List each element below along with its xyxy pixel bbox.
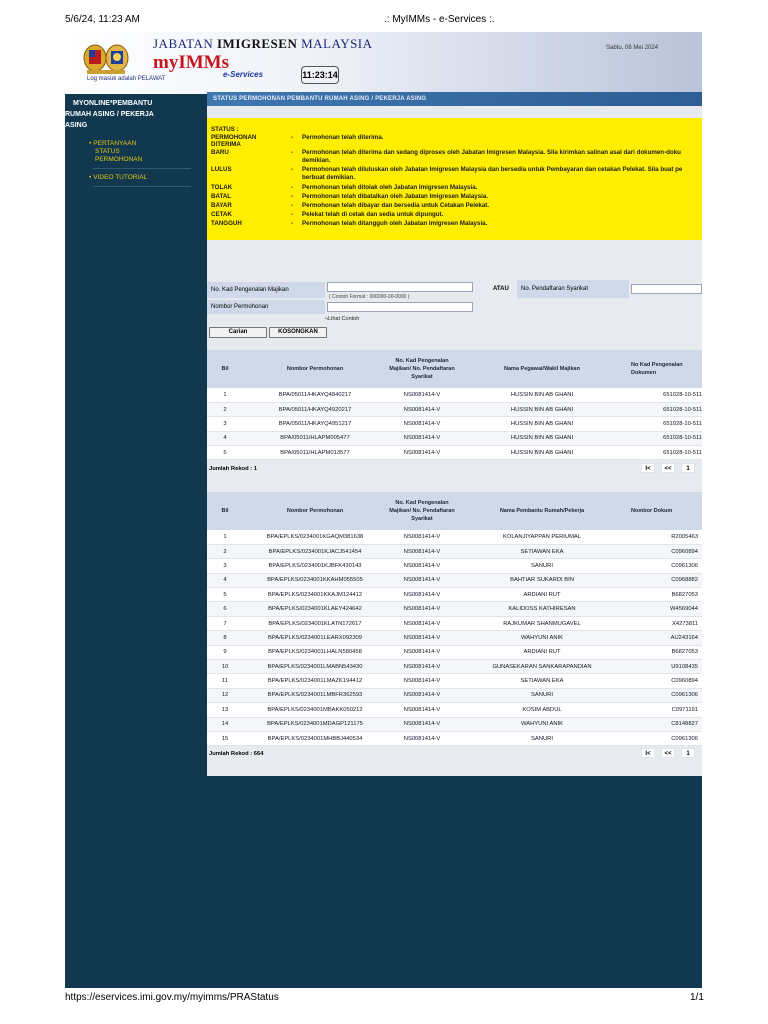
section-title-bar: STATUS PERMOHONAN PEMBANTU RUMAH ASING / PEKERJA ASING [207, 92, 702, 106]
application-label: Nombor Permohonan [207, 300, 325, 314]
record-count: Jumlah Rekod : 1 [209, 466, 257, 472]
table-cell: KOLANJIYAPPAN PERIUMAL [457, 530, 627, 544]
table-cell: BPA/EPLKS/0234001KJBFK430143 [243, 559, 387, 573]
record-count: Jumlah Rekod : 664 [209, 751, 264, 757]
sidebar-title-line3: ASING [65, 122, 88, 129]
sidebar-title-line1: MYONLINE*PEMBANTU [73, 100, 153, 107]
table-cell: 3 [207, 559, 243, 573]
main-content [207, 92, 702, 776]
col-header: No. Kad Pengenalan Majikan/ No. Pendaftaran Syarikat [387, 492, 457, 530]
pagination [635, 463, 695, 473]
table-row [207, 660, 702, 674]
table-cell: NS0081414-V [387, 674, 457, 688]
company-label: No. Pendaftaran Syarikat [517, 280, 629, 298]
table-cell: NS0081414-V [387, 660, 457, 674]
table-cell: BPA/EPLKS/0234001KGAQM381638 [243, 530, 387, 544]
table-cell: GUNASEKARAN SANKARAPANDIAN [457, 660, 627, 674]
table-cell: 5 [207, 446, 243, 460]
table-cell: NS0081414-V [387, 645, 457, 659]
table-cell: C0968882 [627, 573, 702, 587]
table-cell: NS0081414-V [387, 544, 457, 558]
clear-button[interactable]: KOSONGKAN [269, 327, 327, 338]
table-cell: BPA/EPLKS/0234001KLATN172617 [243, 616, 387, 630]
table-cell: 1 [207, 388, 243, 402]
table-cell: BPA/EPLKS/0234001LHALN580458 [243, 645, 387, 659]
table-row [207, 645, 702, 659]
table-cell: NS0081414-V [387, 573, 457, 587]
sidebar-item-label: VIDEO TUTORIAL [93, 174, 148, 181]
table-cell: SANURI [457, 559, 627, 573]
table-cell: 651028-10-511 [627, 402, 702, 416]
table-cell: HUSSIN BIN AB GHANI [457, 446, 627, 460]
print-header [0, 14, 768, 30]
table-cell: NS0081414-V [387, 446, 457, 460]
table-cell: NS0081414-V [387, 731, 457, 745]
application-input[interactable] [327, 302, 473, 312]
table-row [207, 631, 702, 645]
table-cell: 10 [207, 660, 243, 674]
table-cell: BPA/EPLKS/0234001LMBFR362593 [243, 688, 387, 702]
table-cell: BPA/EPLKS/0234001KKAHM055505 [243, 573, 387, 587]
table-cell: C0960894 [627, 674, 702, 688]
search-form [207, 252, 702, 314]
employer-table [207, 350, 702, 460]
col-header: Nama Pembantu Rumah/Pekerja [457, 492, 627, 530]
table-row [207, 402, 702, 416]
table-row [207, 544, 702, 558]
first-page-button[interactable]: I< [641, 748, 655, 758]
bullet-icon: • [89, 140, 92, 147]
table-cell: C0960894 [627, 544, 702, 558]
sidebar-title [65, 98, 207, 131]
table-cell: SANURI [457, 688, 627, 702]
status-legend: STATUS : PERMOHONAN - Permohonan telah diterima. DITERIMA BARU - Permohonan telah diterima dan sedang diproses oleh Jabatan Imigresen Malaysia. Sila kirimkan salinan asal dari dokumen-doku demikian. LULUS - Permohonan telah diluluskan oleh Jabatan Imigresen Malaysia dan bersedia untuk Pembayaran dan cetakan Pelekat. Sila buat pe berbuat demikian. TOLAK - Permohonan telah ditolak oleh Jabatan Imigresen Malaysia. BATAL - Permohonan telah dibatalkan oleh Jabatan Imigresen Malaysia. BAYAR - Permohonan telah dibayar dan bersedia untuk Cetakan Pelekat. CETAK - Pelekat telah di cetak dan sedia untuk dipungut. TANGGUH - Permohonan telah ditangguh oleh Jabatan Imigresen Malaysia. [207, 118, 702, 240]
sidebar-divider [93, 168, 191, 169]
sidebar-divider [93, 186, 191, 187]
first-page-button[interactable]: I< [641, 463, 655, 473]
col-header: Nama Pegawai/Wakil Majikan [457, 350, 627, 388]
sidebar-title-line2: RUMAH ASING / PEKERJA [65, 111, 154, 118]
bullet-icon: • [89, 174, 92, 181]
table-cell: 4 [207, 431, 243, 445]
sidebar-item-label: PERTANYAAN [93, 140, 137, 147]
eservices-label: e-Services [223, 70, 264, 79]
table-cell: W4569044 [627, 602, 702, 616]
table-cell: U9108435 [627, 660, 702, 674]
print-title: .: MyIMMs - e-Services :. [384, 14, 495, 25]
table-cell: 7 [207, 616, 243, 630]
table-cell: NS0081414-V [387, 417, 457, 431]
table-cell: AU243164 [627, 631, 702, 645]
prev-page-button[interactable]: << [661, 748, 675, 758]
print-page-number: 1/1 [690, 992, 704, 1003]
table-cell: NS0081414-V [387, 402, 457, 416]
table-cell: BPA/EPLKS/0234001MHBBJ440534 [243, 731, 387, 745]
table-cell: BPA/EPLKS/0234001LEARX092309 [243, 631, 387, 645]
page-frame [65, 32, 702, 988]
table-row [207, 688, 702, 702]
table-cell: B6827053 [627, 588, 702, 602]
crest-icon [81, 38, 131, 76]
table-cell: 2 [207, 402, 243, 416]
clock-display: 11:23:14 [301, 66, 339, 84]
col-header: Bil [207, 350, 243, 388]
table-cell: 8 [207, 631, 243, 645]
table-row [207, 703, 702, 717]
or-label: ATAU [493, 286, 509, 292]
table-cell: 11 [207, 674, 243, 688]
dept-prefix: JABATAN [153, 36, 214, 51]
table-cell: KOSIM ABDUL [457, 703, 627, 717]
table-cell: C0971191 [627, 703, 702, 717]
table-cell: NS0081414-V [387, 616, 457, 630]
table-row [207, 588, 702, 602]
col-header: No. Kad Pengenalan Majikan/ No. Pendaftaran Syarikat [387, 350, 457, 388]
sample-link[interactable]: ⤷Lihat Contoh [325, 316, 360, 322]
table-cell: HUSSIN BIN AB GHANI [457, 388, 627, 402]
table-cell: X4273811 [627, 616, 702, 630]
table-cell: BPA/05011/HKAYQ4840217 [243, 388, 387, 402]
print-datetime: 5/6/24, 11:23 AM [65, 14, 140, 25]
table-cell: BPA/05011/HLAPM005477 [243, 431, 387, 445]
table-cell: R2005463 [627, 530, 702, 544]
table-row [207, 417, 702, 431]
dept-suffix: MALAYSIA [301, 36, 373, 51]
link-icon: ⤷ [325, 316, 329, 322]
table-cell: WAHYUNI ANIK [457, 717, 627, 731]
table-cell: 6 [207, 602, 243, 616]
sidebar-item-status-inquiry[interactable] [89, 140, 142, 164]
table-cell: NS0081414-V [387, 631, 457, 645]
table-row [207, 717, 702, 731]
dept-main: IMIGRESEN [217, 36, 298, 51]
table-cell: 651028-10-511 [627, 388, 702, 402]
table-cell: 1 [207, 530, 243, 544]
sidebar-item-label: PERMOHONAN [95, 156, 143, 163]
table-cell: BPA/EPLKS/0234001KLAEY424642 [243, 602, 387, 616]
table-cell: 3 [207, 417, 243, 431]
table-row [207, 446, 702, 460]
ic-format-hint: ( Contoh Format : 000000-00-0000 ) [329, 294, 410, 300]
table-cell: BPA/EPLKS/0234001LMABN543430 [243, 660, 387, 674]
ic-label: No. Kad Pengenalan Majikan [207, 282, 325, 298]
search-button[interactable]: Carian [209, 327, 267, 338]
table-cell: NS0081414-V [387, 717, 457, 731]
prev-page-button[interactable]: << [661, 463, 675, 473]
table-cell: C8148827 [627, 717, 702, 731]
table-cell: B6827053 [627, 645, 702, 659]
col-header: Bil [207, 492, 243, 530]
table-cell: BPA/EPLKS/0234001KKAJM124412 [243, 588, 387, 602]
table-cell: WAHYUNI ANIK [457, 631, 627, 645]
table-cell: RAJKUMAR SHANMUGAVEL [457, 616, 627, 630]
table-cell: NS0081414-V [387, 559, 457, 573]
current-date: Sabtu, 06 Mei 2024 [606, 45, 659, 51]
login-status: Log masuk adalah PELAWAT [87, 76, 166, 82]
worker-table [207, 492, 702, 746]
table-cell: HUSSIN BIN AB GHANI [457, 431, 627, 445]
table-cell: 4 [207, 573, 243, 587]
table-cell: KALIDOSS KATHIRESAN [457, 602, 627, 616]
table-cell: NS0081414-V [387, 703, 457, 717]
table-cell: 15 [207, 731, 243, 745]
sidebar-item-label: STATUS [95, 148, 120, 155]
table-cell: HUSSIN BIN AB GHANI [457, 402, 627, 416]
table-cell: BPA/EPLKS/0234001MDAGP121175 [243, 717, 387, 731]
table-cell: 13 [207, 703, 243, 717]
table-cell: BPA/05011/HLAPM013577 [243, 446, 387, 460]
page-number[interactable]: 1 [681, 748, 695, 758]
table-cell: 651028-10-511 [627, 431, 702, 445]
table-cell: NS0081414-V [387, 388, 457, 402]
table-row [207, 530, 702, 544]
pagination [635, 748, 695, 758]
table-cell: C0961306 [627, 559, 702, 573]
table-cell: SETIAWAN EKA [457, 544, 627, 558]
table-cell: NS0081414-V [387, 431, 457, 445]
table-row [207, 616, 702, 630]
table-header [207, 492, 702, 530]
header-banner [65, 32, 702, 94]
print-url: https://eservices.imi.gov.my/myimms/PRAStatus [65, 992, 279, 1003]
col-header: Nombor Dokum [627, 492, 702, 530]
table-cell: 14 [207, 717, 243, 731]
page-number[interactable]: 1 [681, 463, 695, 473]
table-row [207, 602, 702, 616]
table-cell: SANURI [457, 731, 627, 745]
table-cell: 2 [207, 544, 243, 558]
table-row [207, 559, 702, 573]
col-header: Nombor Permohonan [243, 350, 387, 388]
table-row [207, 431, 702, 445]
table-cell: C0961306 [627, 731, 702, 745]
col-header: Nombor Permohonan [243, 492, 387, 530]
table-cell: BPA/05011/HKAYQ4920217 [243, 402, 387, 416]
table-cell: SETIAWAN EKA [457, 674, 627, 688]
table-cell: ARDIANI RUT [457, 645, 627, 659]
table-cell: NS0081414-V [387, 602, 457, 616]
department-title [153, 36, 373, 52]
table-cell: 651028-10-511 [627, 446, 702, 460]
table-cell: BPA/EPLKS/0234001LMAZK194412 [243, 674, 387, 688]
table-row [207, 674, 702, 688]
table-row [207, 573, 702, 587]
table-cell: ARDIANI RUT [457, 588, 627, 602]
table-cell: BPA/05011/HKAYQ4951217 [243, 417, 387, 431]
table-cell: 5 [207, 588, 243, 602]
legend-title: STATUS : [211, 126, 239, 133]
table-row [207, 388, 702, 402]
col-header: No Kad Pengenalan Dokumen [627, 350, 702, 388]
table-header [207, 350, 702, 388]
table-cell: C0961306 [627, 688, 702, 702]
table-cell: 9 [207, 645, 243, 659]
table-cell: BAHTIAR SUKARDI BIN [457, 573, 627, 587]
table-cell: NS0081414-V [387, 688, 457, 702]
table-cell: HUSSIN BIN AB GHANI [457, 417, 627, 431]
table-cell: BPA/EPLKS/0234001MBAKK050212 [243, 703, 387, 717]
table-cell: NS0081414-V [387, 588, 457, 602]
table-cell: BPA/EPLKS/0234001KJACJ541454 [243, 544, 387, 558]
company-input[interactable] [631, 284, 702, 294]
ic-input[interactable] [327, 282, 473, 292]
table-cell: 12 [207, 688, 243, 702]
brand-logo: myIMMs [153, 52, 229, 73]
table-row [207, 731, 702, 745]
table-cell: NS0081414-V [387, 530, 457, 544]
sidebar-item-video-tutorial[interactable] [89, 174, 147, 182]
table-cell: 651028-10-511 [627, 417, 702, 431]
